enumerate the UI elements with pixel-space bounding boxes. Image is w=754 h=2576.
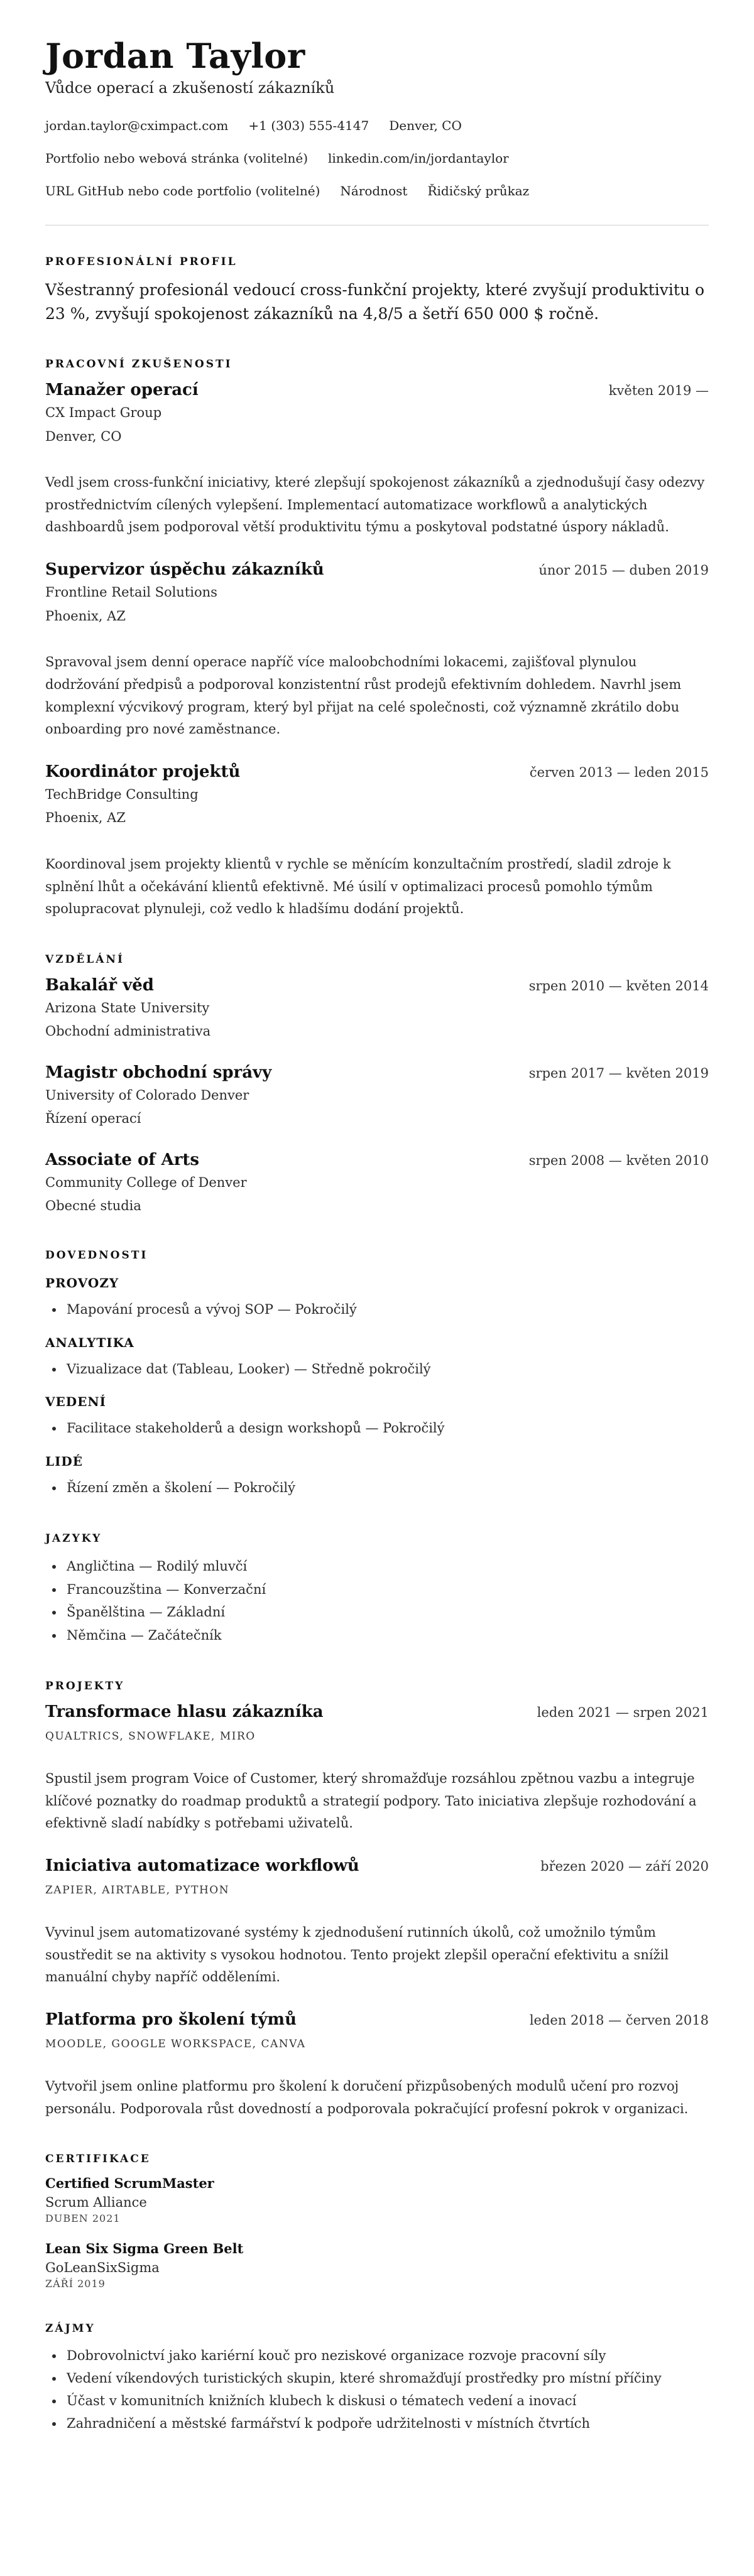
certification-name: Lean Six Sigma Green Belt [45, 2241, 244, 2257]
license-text: Řidičský průkaz [427, 183, 530, 199]
contact-row-1 [45, 116, 709, 136]
certification-org: GoLeanSixSigma [45, 2260, 160, 2276]
field-of-study: Řízení operací [45, 1111, 141, 1127]
job-dates: únor 2015 — duben 2019 [538, 563, 709, 578]
certification-date: ZÁŘÍ 2019 [45, 2278, 106, 2290]
skill-list [45, 1358, 709, 1381]
profile-section [45, 256, 709, 325]
location-text: Denver, CO [389, 118, 462, 134]
education-section [45, 953, 709, 1216]
school-name: University of Colorado Denver [45, 1087, 249, 1103]
skills-section [45, 1249, 709, 1500]
job-company: CX Impact Group [45, 405, 162, 421]
job-title: Koordinátor projektů [45, 762, 241, 781]
project-description: Vyvinul jsem automatizované systémy k zjednodušení rutinních úkolů, což umožnilo týmům soustředit se na aktivity s vysokou hodnotou. Tento projekt zlepšil operační efektivitu a snížil manuální chyby napříč odděleními. [45, 1925, 669, 1985]
interests-heading: ZÁJMY [45, 2322, 96, 2335]
experience-section [45, 358, 709, 921]
profile-heading: PROFESIONÁLNÍ PROFIL [45, 256, 238, 269]
experience-entry [45, 381, 709, 539]
skill-list [45, 1476, 709, 1500]
profile-text: Všestranný profesionál vedoucí cross-funkční projekty, které zvyšují produktivitu o 23 %, zvyšují spokojenost zákazníků na 4,8/5 a šetří 650 000 $ ročně. [45, 281, 705, 323]
job-location: Phoenix, AZ [45, 608, 126, 624]
education-entry [45, 976, 709, 1042]
job-description: Vedl jsem cross-funkční iniciativy, které zlepšují spokojenost zákazníků a zjednodušují časy odezvy prostřednictvím cílených vylepšení. Implementací automatizace workflowů a analytických dashboardů jsem podporoval větší produktivitu týmu a poskytoval podstatné úspory nákladů. [45, 475, 705, 535]
project-title: Platforma pro školení týmů [45, 2010, 297, 2030]
skill-item: • Řízení změn a školení — Pokročilý [64, 1476, 709, 1500]
portfolio-link[interactable]: Portfolio nebo webová stránka (volitelné) [45, 151, 309, 166]
certification-org: Scrum Alliance [45, 2195, 147, 2211]
languages-section [45, 1532, 709, 1647]
degree-title: Bakalář věd [45, 975, 154, 995]
skill-category: ANALYTIKA [45, 1334, 134, 1350]
school-name: Community College of Denver [45, 1174, 247, 1190]
degree-dates: srpen 2008 — květen 2010 [528, 1152, 709, 1168]
interest-list [45, 2345, 709, 2435]
resume-header [45, 36, 709, 201]
experience-entry [45, 762, 709, 921]
degree-dates: srpen 2017 — květen 2019 [528, 1065, 709, 1081]
project-entry [45, 2010, 709, 2120]
job-dates: červen 2013 — leden 2015 [529, 764, 709, 780]
skill-list [45, 1417, 709, 1440]
skill-item: • Vizualizace dat (Tableau, Looker) — Středně pokročilý [64, 1358, 709, 1381]
project-description: Vytvořil jsem online platformu pro školení k doručení přizpůsobených modulů učení pro rozvoj personálu. Podporovala růst dovedností a podporovala pokračující profesní pokrok v organizaci. [45, 2079, 689, 2116]
phone-number[interactable]: +1 (303) 555-4147 [248, 118, 369, 134]
education-heading: VZDĚLÁNÍ [45, 953, 124, 966]
job-dates: květen 2019 — [608, 383, 709, 399]
certifications-section [45, 2153, 709, 2290]
certification-name: Certified ScrumMaster [45, 2175, 214, 2192]
skill-category: PROVOZY [45, 1275, 119, 1291]
school-name: Arizona State University [45, 1000, 210, 1015]
job-company: TechBridge Consulting [45, 786, 199, 802]
job-title: Supervizor úspěchu zákazníků [45, 560, 324, 580]
project-title: Transformace hlasu zákazníka [45, 1702, 324, 1721]
project-tech: ZAPIER, AIRTABLE, PYTHON [45, 1884, 230, 1897]
degree-title: Magistr obchodní správy [45, 1063, 272, 1082]
candidate-subtitle: Vůdce operací a zkušeností zákazníků [45, 79, 335, 97]
job-company: Frontline Retail Solutions [45, 585, 217, 600]
certifications-heading: CERTIFIKACE [45, 2153, 151, 2166]
job-description: Koordinoval jsem projekty klientů v rychle se měnícím konzultačním prostředí, sladil zdroje k splnění lhůt a očekávání klientů efektivně. Mé úsilí v optimalizaci procesů pomohlo týmům spolupracovat plynuleji, což vedlo k hladšímu dodání projektů. [45, 856, 671, 917]
languages-heading: JAZYKY [45, 1532, 102, 1545]
language-list [45, 1555, 709, 1647]
language-item: • Francouzština — Konverzační [64, 1578, 709, 1601]
job-title: Manažer operací [45, 381, 199, 400]
job-location: Phoenix, AZ [45, 810, 126, 826]
certification-entry [45, 2241, 709, 2290]
skill-item: • Mapování procesů a vývoj SOP — Pokročilý [64, 1298, 709, 1321]
language-item: • Angličtina — Rodilý mluvčí [64, 1555, 709, 1578]
project-tech: MOODLE, GOOGLE WORKSPACE, CANVA [45, 2038, 306, 2051]
field-of-study: Obecné studia [45, 1198, 141, 1214]
project-description: Spustil jsem program Voice of Customer, který shromažďuje rozsáhlou zpětnou vazbu a integruje klíčové poznatky do roadmap produktů a strategií podpory. Tato iniciativa zlepšuje rozhodování a efektivně sladí nabídky s potřebami uživatelů. [45, 1770, 697, 1831]
skill-category: VEDENÍ [45, 1394, 106, 1410]
education-entry [45, 1063, 709, 1129]
degree-title: Associate of Arts [45, 1150, 200, 1169]
skills-heading: DOVEDNOSTI [45, 1248, 148, 1262]
contact-row-3 [45, 181, 709, 201]
nationality-text: Národnost [340, 183, 408, 199]
github-link[interactable]: URL GitHub nebo code portfolio (volitelné) [45, 183, 320, 199]
project-dates: březen 2020 — září 2020 [540, 1859, 709, 1875]
job-location: Denver, CO [45, 428, 122, 444]
project-dates: leden 2018 — červen 2018 [529, 2013, 709, 2028]
candidate-name: Jordan Taylor [45, 36, 305, 76]
skill-item: • Facilitace stakeholderů a design workshopů — Pokročilý [64, 1417, 709, 1440]
skill-category: LIDÉ [45, 1454, 84, 1469]
contact-row-2 [45, 148, 709, 168]
interest-item: • Účast v komunitních knižních klubech k diskusi o tématech vedení a inovací [64, 2390, 709, 2413]
project-entry [45, 1702, 709, 1835]
certification-entry [45, 2175, 709, 2224]
experience-entry [45, 560, 709, 741]
project-entry [45, 1856, 709, 1989]
degree-dates: srpen 2010 — květen 2014 [528, 978, 709, 993]
experience-heading: PRACOVNÍ ZKUŠENOSTI [45, 358, 232, 371]
linkedin-link[interactable]: linkedin.com/in/jordantaylor [328, 151, 509, 166]
project-dates: leden 2021 — srpen 2021 [537, 1704, 709, 1720]
skill-list [45, 1298, 709, 1321]
project-tech: QUALTRICS, SNOWFLAKE, MIRO [45, 1729, 256, 1743]
education-entry [45, 1150, 709, 1216]
field-of-study: Obchodní administrativa [45, 1024, 211, 1039]
projects-heading: PROJEKTY [45, 1679, 125, 1692]
email-link[interactable]: jordan.taylor@cximpact.com [45, 118, 229, 134]
interest-item: • Zahradničení a městské farmářství k podpoře udržitelnosti v místních čtvrtích [64, 2413, 709, 2435]
project-title: Iniciativa automatizace workflowů [45, 1856, 359, 1876]
certification-date: DUBEN 2021 [45, 2212, 121, 2225]
interest-item: • Dobrovolnictví jako kariérní kouč pro neziskové organizace rozvoje pracovní síly [64, 2345, 709, 2368]
job-description: Spravoval jsem denní operace napříč více maloobchodními lokacemi, zajišťoval plynulou dodržování předpisů a podporoval konzistentní růst prodejů efektivním dohledem. Navrhl jsem komplexní výcvikový program, který byl přijat na celé společnosti, což významně zkrátilo dobu onboarding pro nové zaměstnance. [45, 654, 682, 737]
interests-section [45, 2322, 709, 2435]
language-item: • Španělština — Základní [64, 1601, 709, 1624]
interest-item: • Vedení víkendových turistických skupin, které shromažďují prostředky pro místní příčiny [64, 2368, 709, 2390]
language-item: • Němčina — Začátečník [64, 1624, 709, 1647]
projects-section [45, 1680, 709, 2121]
